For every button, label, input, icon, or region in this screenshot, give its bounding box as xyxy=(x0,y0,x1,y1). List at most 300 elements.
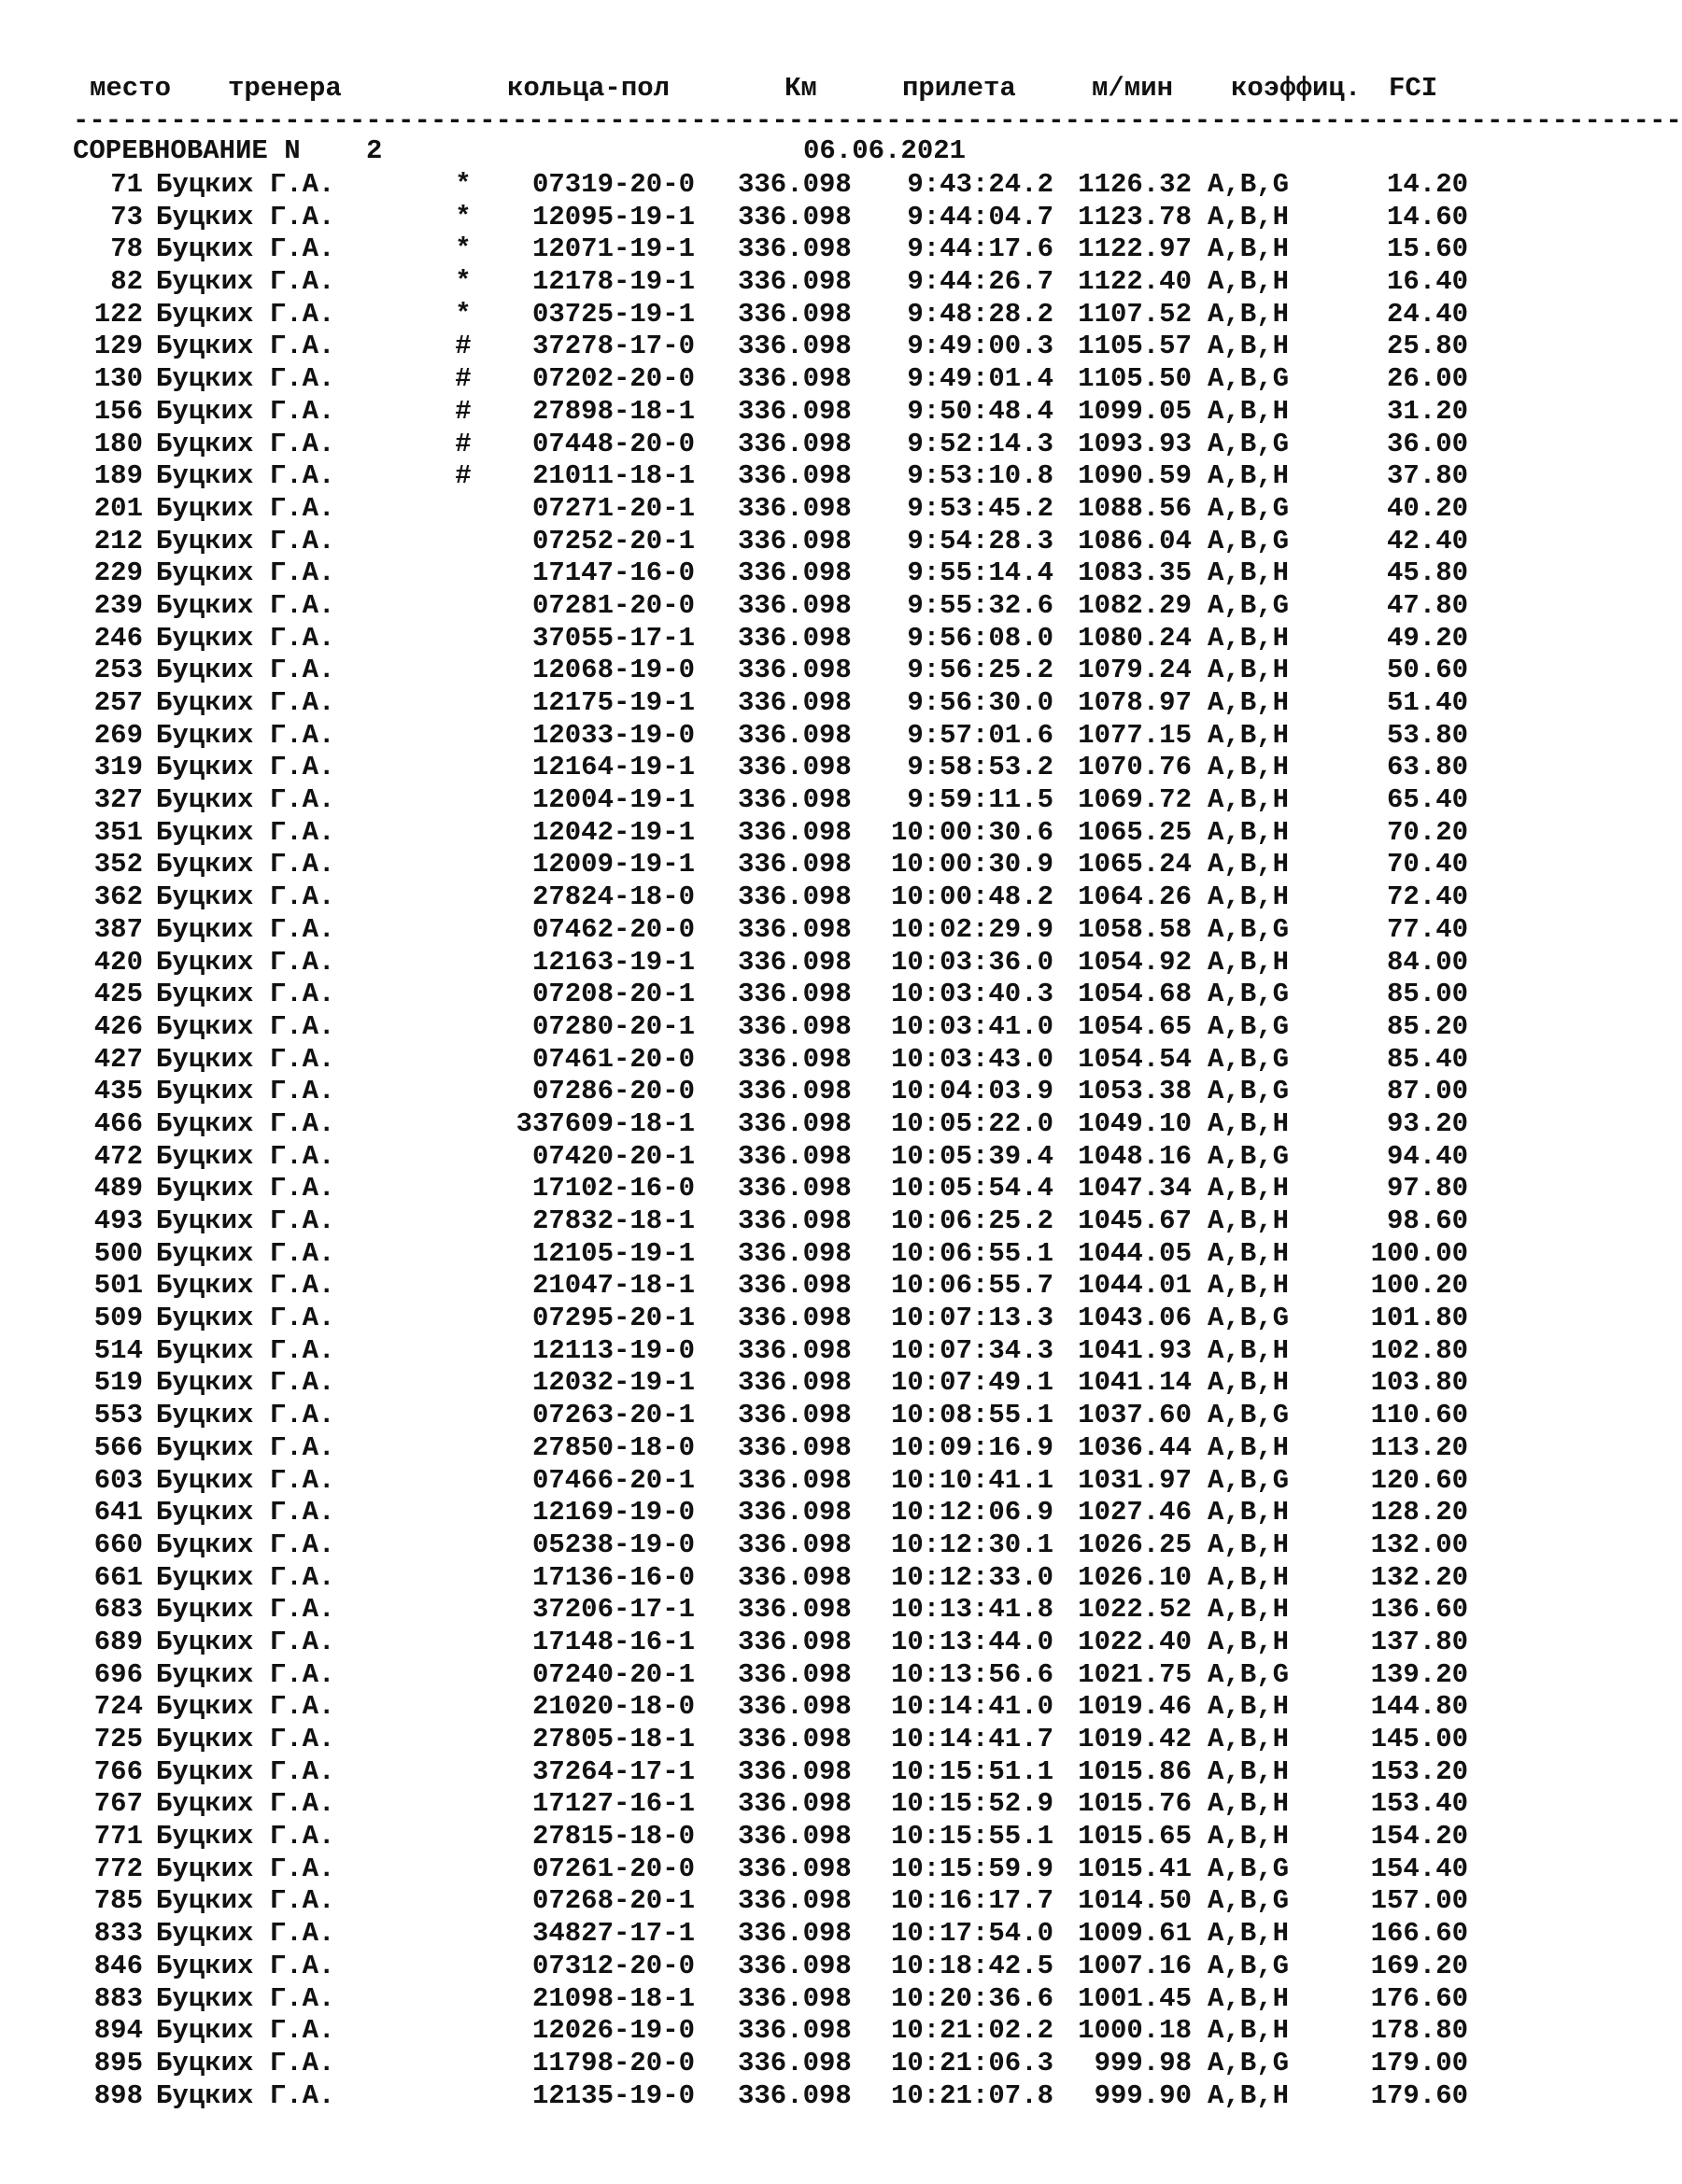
ring-cell: 07268-20-1 xyxy=(531,1885,695,1917)
arrival-time-cell: 9:59:11.5 xyxy=(907,784,1053,816)
ring-cell: 337609-18-1 xyxy=(516,1107,695,1139)
fci-cell: 179.60 xyxy=(1370,2079,1468,2111)
arrival-time-cell: 9:49:01.4 xyxy=(907,363,1053,395)
header-separator: --------------------------------------------------------------------------------------------------- xyxy=(73,106,1682,136)
arrival-time-cell: 10:03:41.0 xyxy=(890,1010,1053,1042)
speed-cell: 1054.92 xyxy=(1078,946,1192,978)
km-cell: 336.098 xyxy=(738,589,852,621)
ring-cell: 07462-20-0 xyxy=(531,913,695,945)
table-row xyxy=(0,2015,1545,2048)
arrival-time-cell: 10:05:54.4 xyxy=(890,1173,1053,1205)
km-cell: 336.098 xyxy=(738,1561,852,1593)
ring-cell: 37278-17-0 xyxy=(531,331,695,362)
fci-cell: 24.40 xyxy=(1386,298,1468,330)
trainer-cell: Буцких Г.А. xyxy=(156,784,335,816)
place-cell: 425 xyxy=(93,979,143,1010)
coefficient-cell: A,B,H xyxy=(1208,784,1290,816)
speed-cell: 1086.04 xyxy=(1078,525,1192,557)
trainer-cell: Буцких Г.А. xyxy=(156,1658,335,1690)
fci-cell: 145.00 xyxy=(1370,1724,1468,1754)
ring-cell: 12095-19-1 xyxy=(531,201,695,232)
trainer-cell: Буцких Г.А. xyxy=(156,589,335,621)
coefficient-cell: A,B,H xyxy=(1208,266,1290,298)
place-cell: 785 xyxy=(93,1885,143,1917)
speed-cell: 1054.68 xyxy=(1078,979,1192,1010)
place-cell: 420 xyxy=(93,946,143,978)
coefficient-cell: A,B,H xyxy=(1208,1497,1290,1529)
speed-cell: 1107.52 xyxy=(1078,298,1192,330)
coefficient-cell: A,B,G xyxy=(1208,1950,1290,1981)
table-row xyxy=(0,1465,1545,1498)
coefficient-cell: A,B,G xyxy=(1208,1885,1290,1917)
km-cell: 336.098 xyxy=(738,913,852,945)
fci-cell: 50.60 xyxy=(1386,655,1468,686)
coefficient-cell: A,B,G xyxy=(1208,1043,1290,1075)
place-cell: 493 xyxy=(93,1205,143,1236)
trainer-cell: Буцких Г.А. xyxy=(156,1173,335,1205)
ring-cell: 34827-17-1 xyxy=(531,1918,695,1950)
arrival-time-cell: 9:54:28.3 xyxy=(907,525,1053,557)
coefficient-cell: A,B,H xyxy=(1208,1982,1290,2014)
table-header xyxy=(0,73,1545,106)
fci-cell: 93.20 xyxy=(1386,1107,1468,1139)
mark-cell: * xyxy=(455,201,472,232)
km-cell: 336.098 xyxy=(738,1140,852,1172)
trainer-cell: Буцких Г.А. xyxy=(156,622,335,654)
table-row xyxy=(0,849,1545,881)
ring-cell: 12169-19-0 xyxy=(531,1497,695,1529)
trainer-cell: Буцких Г.А. xyxy=(156,655,335,686)
ring-cell: 17136-16-0 xyxy=(531,1561,695,1593)
speed-cell: 999.90 xyxy=(1094,2079,1192,2111)
table-row xyxy=(0,1788,1545,1821)
km-cell: 336.098 xyxy=(738,1205,852,1236)
place-cell: 269 xyxy=(93,719,143,751)
trainer-cell: Буцких Г.А. xyxy=(156,1043,335,1075)
speed-cell: 1069.72 xyxy=(1078,784,1192,816)
place-cell: 387 xyxy=(93,913,143,945)
arrival-time-cell: 10:13:41.8 xyxy=(890,1594,1053,1626)
km-cell: 336.098 xyxy=(738,1691,852,1723)
speed-cell: 1080.24 xyxy=(1078,622,1192,654)
coefficient-cell: A,B,H xyxy=(1208,1594,1290,1626)
table-row xyxy=(0,1659,1545,1692)
km-cell: 336.098 xyxy=(738,719,852,751)
km-cell: 336.098 xyxy=(738,2047,852,2078)
speed-cell: 1021.75 xyxy=(1078,1658,1192,1690)
arrival-time-cell: 10:15:59.9 xyxy=(890,1853,1053,1884)
km-cell: 336.098 xyxy=(738,687,852,718)
trainer-cell: Буцких Г.А. xyxy=(156,1464,335,1496)
fci-cell: 53.80 xyxy=(1386,719,1468,751)
ring-cell: 11798-20-0 xyxy=(531,2047,695,2078)
coefficient-cell: A,B,G xyxy=(1208,525,1290,557)
place-cell: 766 xyxy=(93,1755,143,1787)
km-cell: 336.098 xyxy=(738,752,852,783)
fci-cell: 98.60 xyxy=(1386,1205,1468,1236)
fci-cell: 25.80 xyxy=(1386,331,1468,362)
trainer-cell: Буцких Г.А. xyxy=(156,266,335,298)
ring-cell: 21098-18-1 xyxy=(531,1982,695,2014)
ring-cell: 12178-19-1 xyxy=(531,266,695,298)
speed-cell: 1105.57 xyxy=(1078,331,1192,362)
arrival-time-cell: 9:49:00.3 xyxy=(907,331,1053,362)
km-cell: 336.098 xyxy=(738,849,852,881)
coefficient-cell: A,B,H xyxy=(1208,946,1290,978)
fci-cell: 47.80 xyxy=(1386,589,1468,621)
table-row xyxy=(0,493,1545,526)
table-row xyxy=(0,233,1545,266)
fci-cell: 77.40 xyxy=(1386,913,1468,945)
km-cell: 336.098 xyxy=(738,169,852,200)
fci-cell: 101.80 xyxy=(1370,1303,1468,1334)
arrival-time-cell: 10:14:41.7 xyxy=(890,1724,1053,1754)
coefficient-cell: A,B,H xyxy=(1208,1334,1290,1366)
ring-cell: 27805-18-1 xyxy=(531,1724,695,1754)
table-row xyxy=(0,1303,1545,1335)
arrival-time-cell: 9:44:04.7 xyxy=(907,201,1053,232)
coefficient-cell: A,B,H xyxy=(1208,1367,1290,1399)
place-cell: 466 xyxy=(93,1107,143,1139)
mark-cell: # xyxy=(455,428,472,459)
ring-cell: 27815-18-0 xyxy=(531,1821,695,1853)
place-cell: 894 xyxy=(93,2015,143,2047)
speed-cell: 1054.54 xyxy=(1078,1043,1192,1075)
trainer-cell: Буцких Г.А. xyxy=(156,719,335,751)
trainer-cell: Буцких Г.А. xyxy=(156,233,335,265)
km-cell: 336.098 xyxy=(738,1107,852,1139)
trainer-cell: Буцких Г.А. xyxy=(156,1497,335,1529)
coefficient-cell: A,B,H xyxy=(1208,1755,1290,1787)
arrival-time-cell: 10:20:36.6 xyxy=(890,1982,1053,2014)
ring-cell: 07280-20-1 xyxy=(531,1010,695,1042)
header-place: место xyxy=(90,73,172,104)
fci-cell: 157.00 xyxy=(1370,1885,1468,1917)
fci-cell: 63.80 xyxy=(1386,752,1468,783)
trainer-cell: Буцких Г.А. xyxy=(156,460,335,492)
speed-cell: 1105.50 xyxy=(1078,363,1192,395)
trainer-cell: Буцких Г.А. xyxy=(156,1853,335,1884)
speed-cell: 1122.40 xyxy=(1078,266,1192,298)
table-row xyxy=(0,526,1545,558)
trainer-cell: Буцких Г.А. xyxy=(156,1367,335,1399)
coefficient-cell: A,B,G xyxy=(1208,1400,1290,1431)
fci-cell: 94.40 xyxy=(1386,1140,1468,1172)
speed-cell: 1065.25 xyxy=(1078,816,1192,848)
speed-cell: 1045.67 xyxy=(1078,1205,1192,1236)
ring-cell: 12113-19-0 xyxy=(531,1334,695,1366)
coefficient-cell: A,B,H xyxy=(1208,1107,1290,1139)
arrival-time-cell: 9:44:26.7 xyxy=(907,266,1053,298)
km-cell: 336.098 xyxy=(738,201,852,232)
place-cell: 489 xyxy=(93,1173,143,1205)
table-row xyxy=(0,396,1545,429)
table-row xyxy=(0,1400,1545,1432)
mark-cell: # xyxy=(455,395,472,427)
arrival-time-cell: 9:53:45.2 xyxy=(907,492,1053,524)
table-row xyxy=(0,1529,1545,1562)
arrival-time-cell: 10:03:40.3 xyxy=(890,979,1053,1010)
fci-cell: 40.20 xyxy=(1386,492,1468,524)
ring-cell: 27898-18-1 xyxy=(531,395,695,427)
table-row xyxy=(0,720,1545,753)
fci-cell: 102.80 xyxy=(1370,1334,1468,1366)
header-fci: FCI xyxy=(1389,73,1438,104)
place-cell: 501 xyxy=(93,1270,143,1302)
fci-cell: 153.20 xyxy=(1370,1755,1468,1787)
place-cell: 898 xyxy=(93,2079,143,2111)
coefficient-cell: A,B,H xyxy=(1208,655,1290,686)
fci-cell: 176.60 xyxy=(1370,1982,1468,2014)
fci-cell: 26.00 xyxy=(1386,363,1468,395)
table-row xyxy=(0,979,1545,1011)
table-row xyxy=(0,557,1545,590)
ring-cell: 07312-20-0 xyxy=(531,1950,695,1981)
place-cell: 724 xyxy=(93,1691,143,1723)
ring-cell: 37264-17-1 xyxy=(531,1755,695,1787)
speed-cell: 1014.50 xyxy=(1078,1885,1192,1917)
place-cell: 180 xyxy=(93,428,143,459)
fci-cell: 14.60 xyxy=(1386,201,1468,232)
km-cell: 336.098 xyxy=(738,1529,852,1560)
coefficient-cell: A,B,H xyxy=(1208,622,1290,654)
trainer-cell: Буцких Г.А. xyxy=(156,1303,335,1334)
coefficient-cell: A,B,H xyxy=(1208,1173,1290,1205)
ring-cell: 12175-19-1 xyxy=(531,687,695,718)
arrival-time-cell: 10:16:17.7 xyxy=(890,1885,1053,1917)
ring-cell: 12026-19-0 xyxy=(531,2015,695,2047)
trainer-cell: Буцких Г.А. xyxy=(156,201,335,232)
table-row xyxy=(0,2048,1545,2080)
arrival-time-cell: 10:17:54.0 xyxy=(890,1918,1053,1950)
trainer-cell: Буцких Г.А. xyxy=(156,881,335,913)
fci-cell: 65.40 xyxy=(1386,784,1468,816)
mark-cell: * xyxy=(455,266,472,298)
place-cell: 156 xyxy=(93,395,143,427)
place-cell: 73 xyxy=(110,201,143,232)
speed-cell: 1026.25 xyxy=(1078,1529,1192,1560)
place-cell: 435 xyxy=(93,1076,143,1107)
coefficient-cell: A,B,H xyxy=(1208,1431,1290,1463)
speed-cell: 1065.24 xyxy=(1078,849,1192,881)
place-cell: 327 xyxy=(93,784,143,816)
arrival-time-cell: 10:21:02.2 xyxy=(890,2015,1053,2047)
header-ring: кольца-пол xyxy=(507,73,671,104)
coefficient-cell: A,B,H xyxy=(1208,298,1290,330)
km-cell: 336.098 xyxy=(738,1626,852,1657)
speed-cell: 1126.32 xyxy=(1078,169,1192,200)
arrival-time-cell: 10:04:03.9 xyxy=(890,1076,1053,1107)
place-cell: 895 xyxy=(93,2047,143,2078)
competition-number: 2 xyxy=(366,135,383,166)
fci-cell: 154.20 xyxy=(1370,1821,1468,1853)
trainer-cell: Буцких Г.А. xyxy=(156,428,335,459)
ring-cell: 07295-20-1 xyxy=(531,1303,695,1334)
arrival-time-cell: 10:09:16.9 xyxy=(890,1431,1053,1463)
place-cell: 253 xyxy=(93,655,143,686)
ring-cell: 12068-19-0 xyxy=(531,655,695,686)
trainer-cell: Буцких Г.А. xyxy=(156,687,335,718)
fci-cell: 132.20 xyxy=(1370,1561,1468,1593)
place-cell: 883 xyxy=(93,1982,143,2014)
trainer-cell: Буцких Г.А. xyxy=(156,816,335,848)
speed-cell: 1058.58 xyxy=(1078,913,1192,945)
arrival-time-cell: 9:56:08.0 xyxy=(907,622,1053,654)
table-row xyxy=(0,817,1545,850)
place-cell: 772 xyxy=(93,1853,143,1884)
trainer-cell: Буцких Г.А. xyxy=(156,1010,335,1042)
table-row xyxy=(0,1691,1545,1724)
km-cell: 336.098 xyxy=(738,557,852,589)
trainer-cell: Буцких Г.А. xyxy=(156,298,335,330)
table-row xyxy=(0,1335,1545,1368)
table-row xyxy=(0,363,1545,396)
coefficient-cell: A,B,G xyxy=(1208,2047,1290,2078)
table-row xyxy=(0,1497,1545,1529)
place-cell: 201 xyxy=(93,492,143,524)
speed-cell: 1049.10 xyxy=(1078,1107,1192,1139)
km-cell: 336.098 xyxy=(738,816,852,848)
speed-cell: 1079.24 xyxy=(1078,655,1192,686)
trainer-cell: Буцких Г.А. xyxy=(156,913,335,945)
speed-cell: 1019.46 xyxy=(1078,1691,1192,1723)
ring-cell: 05238-19-0 xyxy=(531,1529,695,1560)
ring-cell: 07263-20-1 xyxy=(531,1400,695,1431)
km-cell: 336.098 xyxy=(738,1982,852,2014)
place-cell: 661 xyxy=(93,1561,143,1593)
ring-cell: 12164-19-1 xyxy=(531,752,695,783)
fci-cell: 166.60 xyxy=(1370,1918,1468,1950)
fci-cell: 31.20 xyxy=(1386,395,1468,427)
place-cell: 239 xyxy=(93,589,143,621)
results-table xyxy=(0,169,1545,2112)
place-cell: 122 xyxy=(93,298,143,330)
km-cell: 336.098 xyxy=(738,1270,852,1302)
arrival-time-cell: 10:06:55.1 xyxy=(890,1237,1053,1269)
speed-cell: 1077.15 xyxy=(1078,719,1192,751)
ring-cell: 17148-16-1 xyxy=(531,1626,695,1657)
coefficient-cell: A,B,G xyxy=(1208,979,1290,1010)
fci-cell: 70.40 xyxy=(1386,849,1468,881)
km-cell: 336.098 xyxy=(738,1755,852,1787)
table-row xyxy=(0,1141,1545,1174)
table-row xyxy=(0,331,1545,363)
arrival-time-cell: 10:07:13.3 xyxy=(890,1303,1053,1334)
arrival-time-cell: 10:00:30.9 xyxy=(890,849,1053,881)
coefficient-cell: A,B,H xyxy=(1208,1918,1290,1950)
fci-cell: 100.20 xyxy=(1370,1270,1468,1302)
header-arrival: прилета xyxy=(902,73,1016,104)
table-row xyxy=(0,202,1545,234)
fci-cell: 37.80 xyxy=(1386,460,1468,492)
arrival-time-cell: 9:43:24.2 xyxy=(907,169,1053,200)
ring-cell: 07261-20-0 xyxy=(531,1853,695,1884)
trainer-cell: Буцких Г.А. xyxy=(156,1626,335,1657)
table-row xyxy=(0,687,1545,720)
km-cell: 336.098 xyxy=(738,2015,852,2047)
speed-cell: 1090.59 xyxy=(1078,460,1192,492)
arrival-time-cell: 10:00:30.6 xyxy=(890,816,1053,848)
speed-cell: 1037.60 xyxy=(1078,1400,1192,1431)
arrival-time-cell: 9:50:48.4 xyxy=(907,395,1053,427)
table-row xyxy=(0,1270,1545,1303)
arrival-time-cell: 9:56:30.0 xyxy=(907,687,1053,718)
trainer-cell: Буцких Г.А. xyxy=(156,1724,335,1754)
table-row xyxy=(0,1983,1545,2016)
arrival-time-cell: 9:56:25.2 xyxy=(907,655,1053,686)
place-cell: 603 xyxy=(93,1464,143,1496)
speed-cell: 999.98 xyxy=(1094,2047,1192,2078)
coefficient-cell: A,B,H xyxy=(1208,2015,1290,2047)
competition-date: 06.06.2021 xyxy=(803,135,967,166)
coefficient-cell: A,B,G xyxy=(1208,1464,1290,1496)
trainer-cell: Буцких Г.А. xyxy=(156,1885,335,1917)
place-cell: 771 xyxy=(93,1821,143,1853)
km-cell: 336.098 xyxy=(738,525,852,557)
fci-cell: 178.80 xyxy=(1370,2015,1468,2047)
speed-cell: 1019.42 xyxy=(1078,1724,1192,1754)
table-row xyxy=(0,429,1545,461)
speed-cell: 1048.16 xyxy=(1078,1140,1192,1172)
place-cell: 846 xyxy=(93,1950,143,1981)
fci-cell: 16.40 xyxy=(1386,266,1468,298)
trainer-cell: Буцких Г.А. xyxy=(156,946,335,978)
ring-cell: 07319-20-0 xyxy=(531,169,695,200)
km-cell: 336.098 xyxy=(738,1400,852,1431)
arrival-time-cell: 10:07:49.1 xyxy=(890,1367,1053,1399)
table-row xyxy=(0,590,1545,623)
arrival-time-cell: 10:06:25.2 xyxy=(890,1205,1053,1236)
header-trainer: тренера xyxy=(228,73,342,104)
km-cell: 336.098 xyxy=(738,1918,852,1950)
arrival-time-cell: 10:03:43.0 xyxy=(890,1043,1053,1075)
arrival-time-cell: 10:14:41.0 xyxy=(890,1691,1053,1723)
trainer-cell: Буцких Г.А. xyxy=(156,1431,335,1463)
coefficient-cell: A,B,G xyxy=(1208,428,1290,459)
arrival-time-cell: 10:21:07.8 xyxy=(890,2079,1053,2111)
speed-cell: 1009.61 xyxy=(1078,1918,1192,1950)
ring-cell: 12032-19-1 xyxy=(531,1367,695,1399)
speed-cell: 1015.65 xyxy=(1078,1821,1192,1853)
trainer-cell: Буцких Г.А. xyxy=(156,1755,335,1787)
fci-cell: 154.40 xyxy=(1370,1853,1468,1884)
ring-cell: 17147-16-0 xyxy=(531,557,695,589)
trainer-cell: Буцких Г.А. xyxy=(156,557,335,589)
coefficient-cell: A,B,H xyxy=(1208,881,1290,913)
arrival-time-cell: 9:48:28.2 xyxy=(907,298,1053,330)
km-cell: 336.098 xyxy=(738,1724,852,1754)
trainer-cell: Буцких Г.А. xyxy=(156,1140,335,1172)
coefficient-cell: A,B,H xyxy=(1208,1788,1290,1820)
km-cell: 336.098 xyxy=(738,298,852,330)
speed-cell: 1070.76 xyxy=(1078,752,1192,783)
mark-cell: * xyxy=(455,233,472,265)
arrival-time-cell: 9:52:14.3 xyxy=(907,428,1053,459)
speed-cell: 1026.10 xyxy=(1078,1561,1192,1593)
trainer-cell: Буцких Г.А. xyxy=(156,1107,335,1139)
ring-cell: 07281-20-0 xyxy=(531,589,695,621)
table-row xyxy=(0,1756,1545,1789)
table-row xyxy=(0,784,1545,817)
speed-cell: 1093.93 xyxy=(1078,428,1192,459)
fci-cell: 169.20 xyxy=(1370,1950,1468,1981)
fci-cell: 120.60 xyxy=(1370,1464,1468,1496)
trainer-cell: Буцких Г.А. xyxy=(156,2047,335,2078)
table-row xyxy=(0,1173,1545,1205)
table-row xyxy=(0,1432,1545,1465)
ring-cell: 12163-19-1 xyxy=(531,946,695,978)
header-coef: коэффиц. xyxy=(1231,73,1362,104)
